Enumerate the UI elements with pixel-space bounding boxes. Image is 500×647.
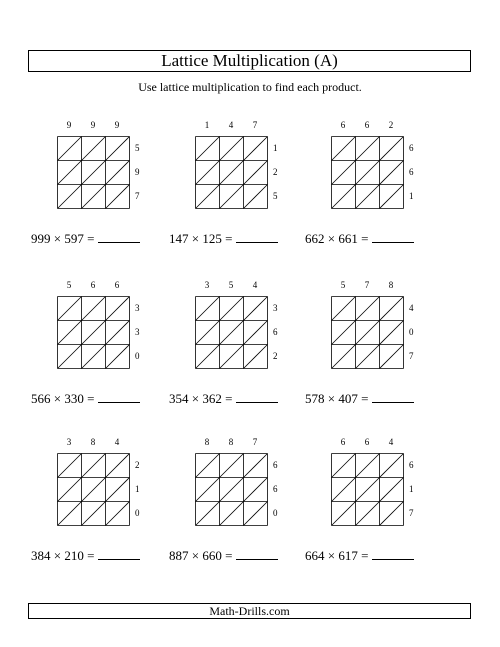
equation-text: 566 × 330 =	[31, 391, 95, 406]
side-digit: 0	[135, 351, 140, 361]
side-digit: 7	[409, 351, 414, 361]
side-digit: 3	[135, 303, 140, 313]
cell-diagonal	[356, 185, 380, 209]
lattice-problem	[28, 437, 188, 597]
cell-diagonal	[196, 502, 220, 526]
cell-diagonal	[58, 345, 82, 369]
cell-diagonal	[356, 321, 380, 345]
equation	[31, 230, 140, 247]
cell-diagonal	[220, 185, 244, 209]
cell-diagonal	[380, 137, 404, 161]
cell-diagonal	[220, 502, 244, 526]
cell-diagonal	[196, 345, 220, 369]
top-digit: 3	[66, 437, 72, 447]
equation	[169, 390, 278, 407]
lattice-grid	[331, 136, 404, 209]
top-digit: 7	[364, 280, 370, 290]
cell-diagonal	[244, 185, 268, 209]
lattice-grid	[331, 453, 404, 526]
equation-text: 887 × 660 =	[169, 548, 233, 563]
cell-diagonal	[380, 478, 404, 502]
answer-blank[interactable]	[98, 230, 140, 243]
lattice-grid	[331, 296, 404, 369]
answer-blank[interactable]	[236, 390, 278, 403]
equation	[305, 390, 414, 407]
cell-diagonal	[332, 161, 356, 185]
top-digit: 1	[204, 120, 210, 130]
cell-diagonal	[244, 454, 268, 478]
top-digit: 4	[252, 280, 258, 290]
cell-diagonal	[332, 345, 356, 369]
top-digit: 5	[228, 280, 234, 290]
cell-diagonal	[58, 321, 82, 345]
answer-blank[interactable]	[98, 390, 140, 403]
top-digit: 6	[364, 120, 370, 130]
top-digit: 6	[340, 120, 346, 130]
cell-diagonal	[380, 297, 404, 321]
cell-diagonal	[356, 478, 380, 502]
cell-diagonal	[356, 502, 380, 526]
answer-blank[interactable]	[372, 390, 414, 403]
cell-diagonal	[196, 478, 220, 502]
side-digit: 6	[409, 143, 414, 153]
cell-diagonal	[106, 297, 130, 321]
side-digit: 1	[135, 484, 140, 494]
lattice-grid	[57, 136, 130, 209]
cell-diagonal	[196, 454, 220, 478]
equation	[169, 547, 278, 564]
top-digit: 9	[66, 120, 72, 130]
side-digit: 1	[409, 191, 414, 201]
cell-diagonal	[220, 478, 244, 502]
side-digit: 7	[135, 191, 140, 201]
equation-text: 384 × 210 =	[31, 548, 95, 563]
lattice-problem	[302, 280, 462, 440]
cell-diagonal	[82, 297, 106, 321]
worksheet-title: Lattice Multiplication (A)	[161, 51, 338, 70]
cell-diagonal	[244, 321, 268, 345]
cell-diagonal	[106, 345, 130, 369]
top-digit: 7	[252, 120, 258, 130]
side-digit: 0	[135, 508, 140, 518]
top-digit: 2	[388, 120, 394, 130]
top-digit: 8	[388, 280, 394, 290]
cell-diagonal	[106, 321, 130, 345]
side-digit: 1	[273, 143, 278, 153]
top-digit: 9	[90, 120, 96, 130]
top-digit: 8	[90, 437, 96, 447]
top-digit: 6	[340, 437, 346, 447]
top-digit: 5	[66, 280, 72, 290]
equation	[31, 547, 140, 564]
equation-text: 662 × 661 =	[305, 231, 369, 246]
side-digit: 0	[273, 508, 278, 518]
lattice-problem	[302, 437, 462, 597]
side-digit: 6	[273, 327, 278, 337]
cell-diagonal	[82, 185, 106, 209]
side-digit: 6	[409, 460, 414, 470]
side-digit: 5	[135, 143, 140, 153]
top-digit: 7	[252, 437, 258, 447]
lattice-grid	[57, 296, 130, 369]
cell-diagonal	[332, 478, 356, 502]
cell-diagonal	[220, 454, 244, 478]
cell-diagonal	[196, 185, 220, 209]
cell-diagonal	[220, 297, 244, 321]
top-digit: 8	[204, 437, 210, 447]
answer-blank[interactable]	[98, 547, 140, 560]
cell-diagonal	[196, 137, 220, 161]
lattice-problem	[302, 120, 462, 280]
cell-diagonal	[244, 161, 268, 185]
top-digit: 4	[228, 120, 234, 130]
cell-diagonal	[106, 161, 130, 185]
cell-diagonal	[220, 161, 244, 185]
side-digit: 0	[409, 327, 414, 337]
equation-text: 664 × 617 =	[305, 548, 369, 563]
cell-diagonal	[220, 137, 244, 161]
equation-text: 578 × 407 =	[305, 391, 369, 406]
side-digit: 1	[409, 484, 414, 494]
cell-diagonal	[106, 185, 130, 209]
lattice-problem	[28, 280, 188, 440]
side-digit: 6	[273, 460, 278, 470]
side-digit: 4	[409, 303, 414, 313]
cell-diagonal	[58, 297, 82, 321]
top-digit: 8	[228, 437, 234, 447]
cell-diagonal	[58, 185, 82, 209]
side-digit: 2	[273, 351, 278, 361]
lattice-grid	[195, 296, 268, 369]
cell-diagonal	[82, 321, 106, 345]
cell-diagonal	[58, 137, 82, 161]
cell-diagonal	[356, 161, 380, 185]
cell-diagonal	[82, 502, 106, 526]
cell-diagonal	[220, 345, 244, 369]
equation-text: 147 × 125 =	[169, 231, 233, 246]
top-digit: 4	[114, 437, 120, 447]
side-digit: 3	[273, 303, 278, 313]
cell-diagonal	[356, 345, 380, 369]
cell-diagonal	[332, 185, 356, 209]
cell-diagonal	[332, 454, 356, 478]
instructions-text: Use lattice multiplication to find each product.	[138, 80, 362, 94]
cell-diagonal	[380, 185, 404, 209]
cell-diagonal	[106, 478, 130, 502]
side-digit: 2	[273, 167, 278, 177]
cell-diagonal	[196, 161, 220, 185]
cell-diagonal	[244, 345, 268, 369]
cell-diagonal	[356, 137, 380, 161]
cell-diagonal	[220, 321, 244, 345]
cell-diagonal	[332, 502, 356, 526]
cell-diagonal	[380, 454, 404, 478]
top-digit: 5	[340, 280, 346, 290]
cell-diagonal	[244, 478, 268, 502]
footer-text: Math-Drills.com	[209, 603, 290, 618]
cell-diagonal	[196, 297, 220, 321]
cell-diagonal	[82, 161, 106, 185]
cell-diagonal	[58, 161, 82, 185]
cell-diagonal	[82, 478, 106, 502]
answer-blank[interactable]	[236, 547, 278, 560]
cell-diagonal	[58, 454, 82, 478]
cell-diagonal	[332, 297, 356, 321]
cell-diagonal	[332, 321, 356, 345]
side-digit: 6	[409, 167, 414, 177]
equation-text: 354 × 362 =	[169, 391, 233, 406]
cell-diagonal	[380, 321, 404, 345]
lattice-grid	[195, 453, 268, 526]
cell-diagonal	[58, 502, 82, 526]
cell-diagonal	[106, 137, 130, 161]
cell-diagonal	[244, 297, 268, 321]
cell-diagonal	[332, 137, 356, 161]
cell-diagonal	[380, 502, 404, 526]
equation	[305, 547, 414, 564]
side-digit: 7	[409, 508, 414, 518]
equation-text: 999 × 597 =	[31, 231, 95, 246]
cell-diagonal	[244, 137, 268, 161]
cell-diagonal	[58, 478, 82, 502]
lattice-grid	[195, 136, 268, 209]
side-digit: 3	[135, 327, 140, 337]
cell-diagonal	[82, 454, 106, 478]
top-digit: 9	[114, 120, 120, 130]
cell-diagonal	[356, 454, 380, 478]
equation	[169, 230, 278, 247]
lattice-grid	[57, 453, 130, 526]
cell-diagonal	[82, 345, 106, 369]
answer-blank[interactable]	[236, 230, 278, 243]
side-digit: 5	[273, 191, 278, 201]
cell-diagonal	[380, 161, 404, 185]
cell-diagonal	[380, 345, 404, 369]
cell-diagonal	[82, 137, 106, 161]
top-digit: 6	[90, 280, 96, 290]
cell-diagonal	[196, 321, 220, 345]
top-digit: 4	[388, 437, 394, 447]
top-digit: 3	[204, 280, 210, 290]
equation	[305, 230, 414, 247]
cell-diagonal	[106, 502, 130, 526]
lattice-problem	[28, 120, 188, 280]
cell-diagonal	[106, 454, 130, 478]
equation	[31, 390, 140, 407]
top-digit: 6	[364, 437, 370, 447]
side-digit: 2	[135, 460, 140, 470]
cell-diagonal	[356, 297, 380, 321]
side-digit: 6	[273, 484, 278, 494]
side-digit: 9	[135, 167, 140, 177]
cell-diagonal	[244, 502, 268, 526]
answer-blank[interactable]	[372, 547, 414, 560]
footer-box	[28, 603, 471, 619]
top-digit: 6	[114, 280, 120, 290]
answer-blank[interactable]	[372, 230, 414, 243]
